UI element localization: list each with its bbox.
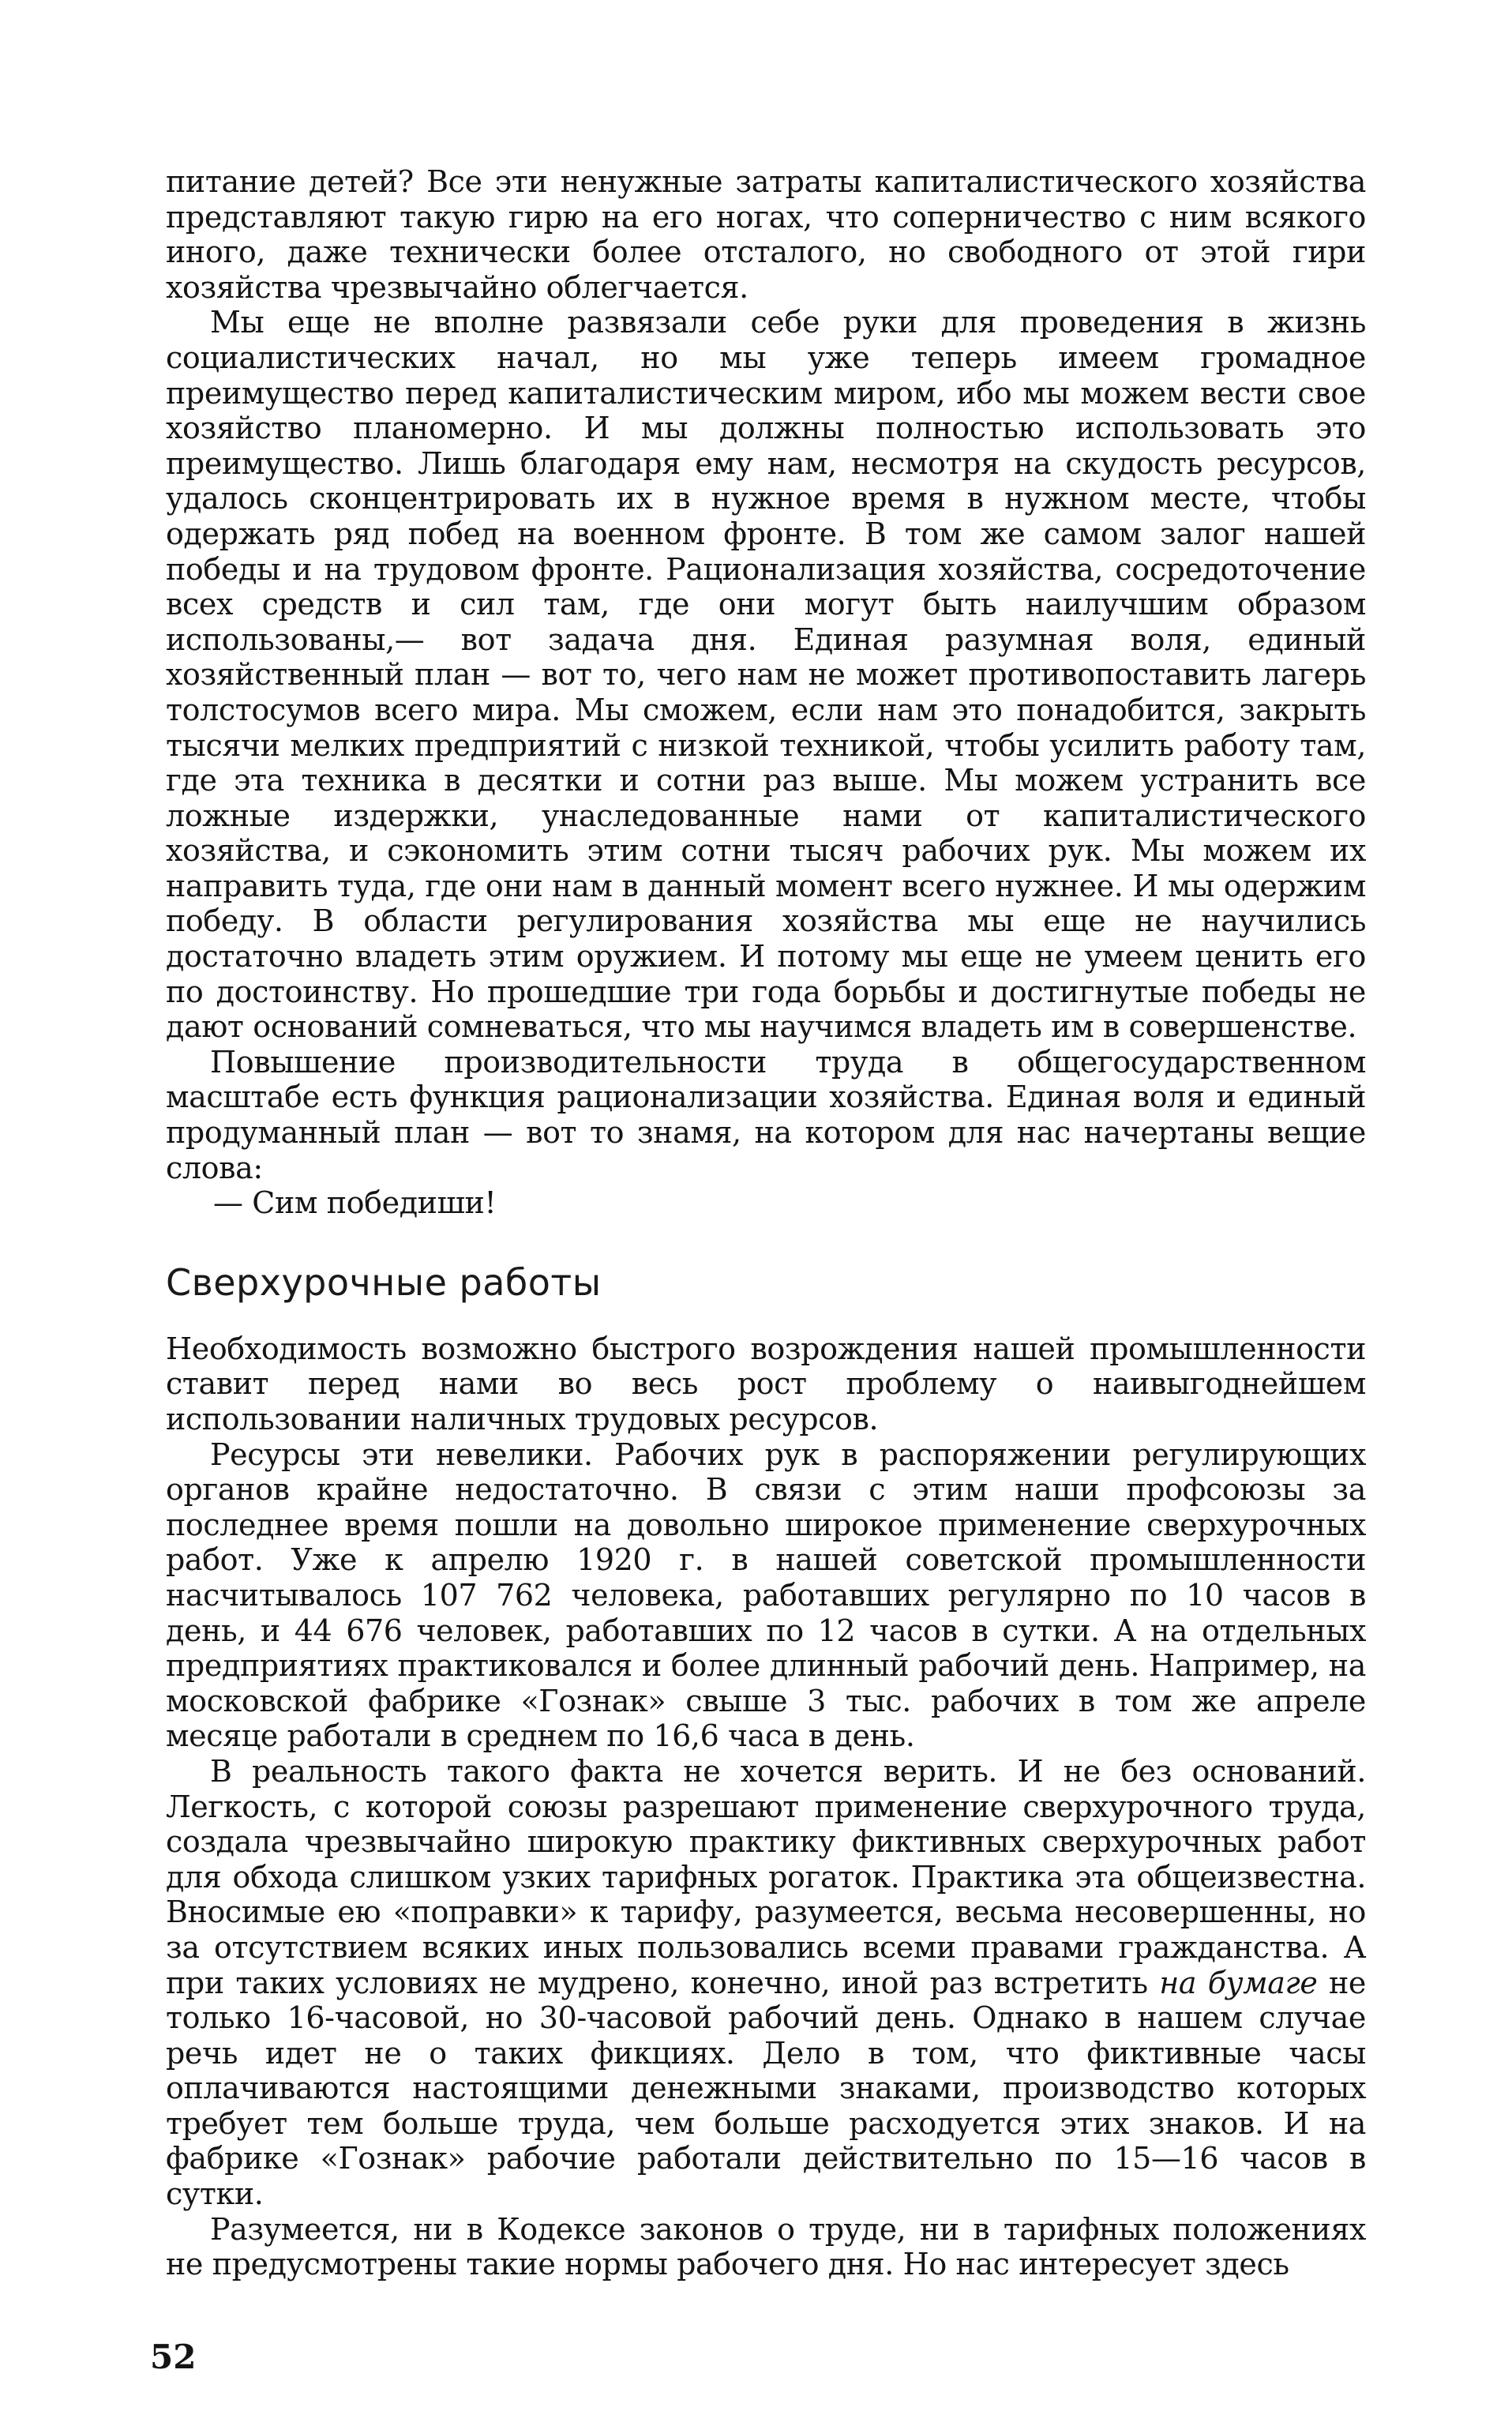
page-body <box>166 164 1366 2282</box>
paragraph-productivity: Повышение производительности труда в общегосударственном масштабе есть функция рационализации хозяйства. Единая воля и единый продуманный план — вот то знамя, на котором для нас начертаны вещие слова: <box>166 1044 1366 1185</box>
paragraph-necessity: Необходимость возможно быстрого возрождения нашей промышленности ставит перед нами во весь рост проблему о наивыгоднейшем использовании наличных трудовых ресурсов. <box>166 1331 1366 1436</box>
paragraph-continued: питание детей? Все эти ненужные затраты капиталистического хозяйства представляют такую гирю на его ногах, что соперничество с ним всякого иного, даже технически более отсталого, но свободного от этой гири хозяйства чрезвычайно облегчается. <box>166 164 1366 305</box>
paragraph-resources: Ресурсы эти невелики. Рабочих рук в распоряжении регулирующих органов крайне недостаточно. В связи с этим наши профсоюзы за последнее время пошли на довольно широкое применение сверхурочных работ. Уже к апрелю 1920 г. в нашей советской промышленности насчитывалось 107 762 человека, работавших регулярно по 10 часов в день, и 44 676 человек, работавших по 12 часов в сутки. А на отдельных предприятиях практиковался и более длинный рабочий день. Например, на московской фабрике «Гознак» свыше 3 тыс. рабочих в том же апреле месяце работали в среднем по 16,6 часа в день. <box>166 1436 1366 1754</box>
section-title: Сверхурочные работы <box>166 1260 602 1304</box>
paragraph-reality <box>166 1754 1366 2212</box>
paragraph-codex: Разумеется, ни в Кодексе законов о труде, ни в тарифных положениях не предусмотрены такие нормы рабочего дня. Но нас интересует здесь <box>166 2211 1366 2282</box>
italic-phrase: на бумаге <box>1159 1965 1318 2000</box>
page-number: 52 <box>150 2338 197 2376</box>
paragraph-planning-advantage: Мы еще не вполне развязали себе руки для проведения в жизнь социалистических начал, но мы уже теперь имеем громадное преимущество перед капиталистическим миром, ибо мы можем вести свое хозяйство планомерно. И мы должны полностью использовать это преимущество. Лишь благодаря ему нам, несмотря на скудость ресурсов, удалось сконцентрировать их в нужное время в нужном месте, чтобы одержать ряд побед на военном фронте. В том же самом залог нашей победы и на трудовом фронте. Рационализация хозяйства, сосредоточение всех средств и сил там, где они могут быть наилучшим образом использованы,— вот задача дня. Единая разумная воля, единый хозяйственный план — вот то, чего нам не может противопоставить лагерь толстосумов всего мира. Мы сможем, если нам это понадобится, закрыть тысячи мелких предприятий с низкой техникой, чтобы усилить работу там, где эта техника в десятки и сотни раз выше. Мы можем устранить все ложные издержки, унаследованные нами от капиталистического хозяйства, и сэкономить этим сотни тысяч рабочих рук. Мы можем их направить туда, где они нам в данный момент всего нужнее. И мы одержим победу. В области регулирования хозяйства мы еще не научились достаточно владеть этим оружием. И потому мы еще не умеем ценить его по достоинству. Но прошедшие три года борьбы и достигнутые победы не дают оснований сомневаться, что мы научимся владеть им в совершенстве. <box>166 305 1366 1045</box>
paragraph-reality-part-1: В реальность такого факта не хочется верить. И не без оснований. Легкость, с которой союзы разрешают применение сверхурочного труда, создала чрезвычайно широкую практику фиктивных сверхурочных работ для обхода слишком узких тарифных рогаток. Практика эта общеизвестна. Вносимые ею «поправки» к тарифу, разумеется, весьма несовершенны, но за отсутствием всяких иных пользовались всеми правами гражданства. А при таких условиях не мудрено, конечно, иной раз встретить <box>166 1753 1366 2000</box>
paragraph-reality-part-2: не только 16-часовой, но 30-часовой рабочий день. Однако в нашем случае речь идет не о таких фикциях. Дело в том, что фиктивные часы оплачиваются настоящими денежными знаками, производство которых требует тем больше труда, чем больше расходуется этих знаков. И на фабрике «Гознак» рабочие работали действительно по 15—16 часов в сутки. <box>166 1965 1367 2212</box>
exclamation-line: — Сим победиши! <box>213 1185 497 1221</box>
